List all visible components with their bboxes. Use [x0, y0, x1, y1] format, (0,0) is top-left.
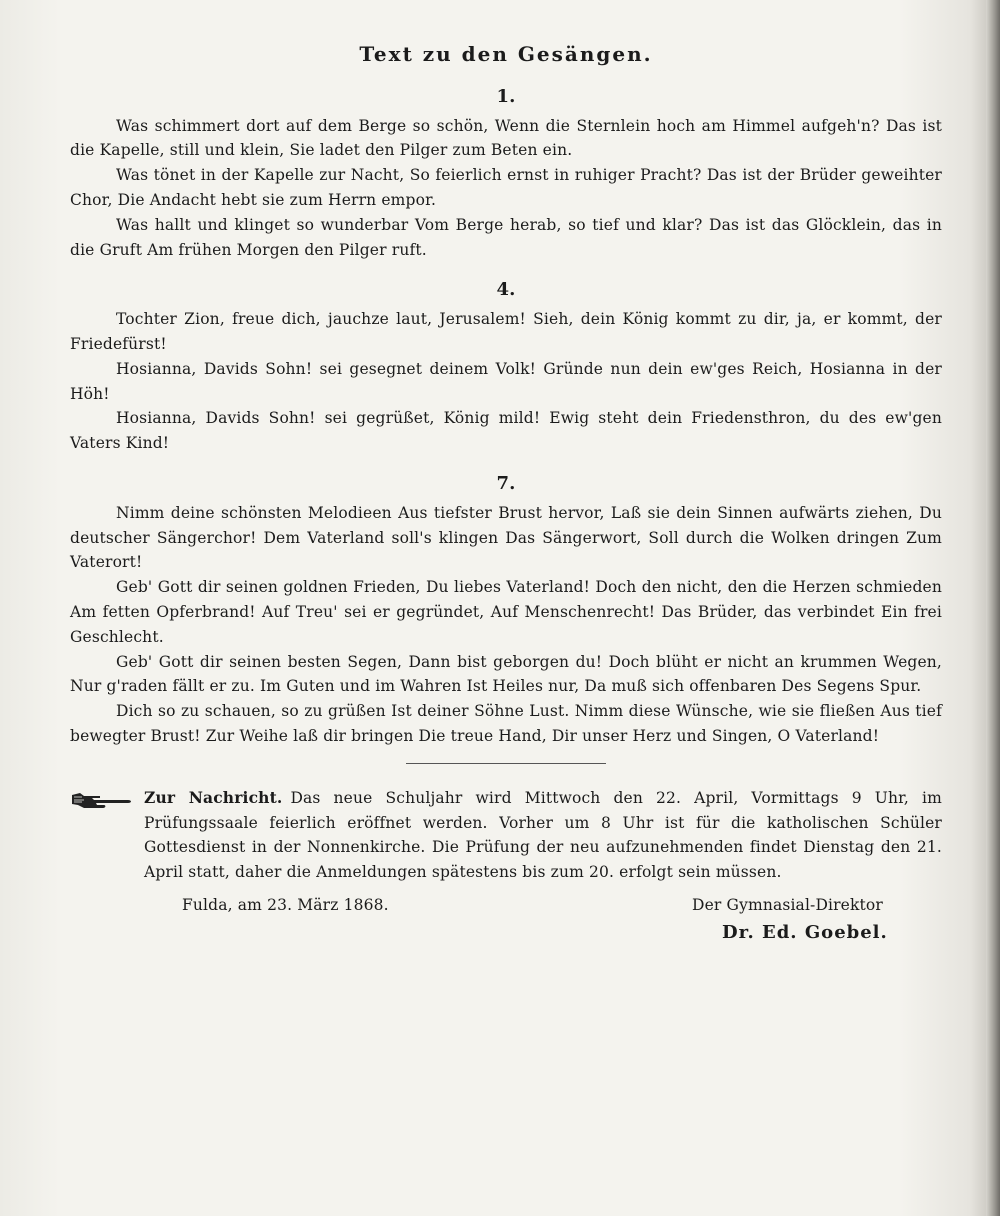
- verse: Geb' Gott dir seinen besten Segen, Dann bist geborgen du! Doch blüht er nicht an krummen Wegen, Nur g'raden fällt er zu. Im Guten und im Wahren Ist Heiles nur, Da muß sich offenbaren Des Segens Spur.: [70, 652, 942, 696]
- signature-block: [70, 893, 942, 953]
- notice-text: Das neue Schuljahr wird Mittwoch den 22. April, Vormittags 9 Uhr, im Prüfungssaale feierlich eröffnet werden. Vorher um 8 Uhr ist für die katholischen Schüler Gottesdienst in der Nonnenkirche. Die Prüfung der neu aufzunehmenden findet Dienstag den 21. April statt, daher die Anmeldungen spätestens bis zum 20. erfolgt sein müssen.: [144, 788, 942, 882]
- section-1: [70, 85, 942, 263]
- section-4: [70, 278, 942, 456]
- notice-label: Zur Nachricht.: [144, 787, 283, 807]
- place-date: Fulda, am 23. März 1868.: [182, 895, 389, 914]
- section-7: [70, 472, 942, 749]
- verse: Nimm deine schönsten Melodieen Aus tiefster Brust hervor, Laß sie dein Sinnen aufwärts ziehen, Du deutscher Sängerchor! Dem Vaterland soll's klingen Das Sängerwort, Soll durch die Wolken dringen Zum Vaterort!: [70, 503, 942, 572]
- verse: Was schimmert dort auf dem Berge so schön, Wenn die Sternlein hoch am Himmel aufgeh'n? Das ist die Kapelle, still und klein, Sie ladet den Pilger zum Beten ein.: [70, 116, 942, 160]
- signatory-title: Der Gymnasial-Direktor: [692, 895, 883, 914]
- notice-paragraph: [70, 786, 942, 885]
- divider-line: [406, 763, 606, 764]
- section-number: 4.: [496, 279, 516, 301]
- pointing-hand-icon: [70, 789, 134, 809]
- section-number: 1.: [496, 85, 516, 107]
- verse: Was tönet in der Kapelle zur Nacht, So feierlich ernst in ruhiger Pracht? Das ist der Brüder geweihter Chor, Die Andacht hebt sie zum Herrn empor.: [70, 166, 942, 209]
- section-number: 7.: [496, 472, 516, 494]
- verse: Hosianna, Davids Sohn! sei gesegnet deinem Volk! Gründe nun dein ew'ges Reich, Hosianna in der Höh!: [70, 359, 942, 403]
- page-binding-edge: [986, 0, 1000, 1216]
- page-content: [70, 42, 942, 953]
- signatory-name: Dr. Ed. Goebel.: [722, 921, 888, 943]
- page-title: Text zu den Gesängen.: [359, 42, 653, 66]
- verse: Was hallt und klinget so wunderbar Vom Berge herab, so tief und klar? Das ist das Glöcklein, das in die Gruft Am frühen Morgen den Pilger ruft.: [70, 215, 942, 259]
- verse: Dich so zu schauen, so zu grüßen Ist deiner Söhne Lust. Nimm diese Wünsche, wie sie fließen Aus tief bewegter Brust! Zur Weihe laß dir bringen Die treue Hand, Dir unser Herz und Singen, O Vaterland!: [70, 702, 942, 745]
- spacer: [70, 456, 942, 468]
- verse: Geb' Gott dir seinen goldnen Frieden, Du liebes Vaterland! Doch den nicht, den die Herzen schmieden Am fetten Opferbrand! Auf Treu' sei er gegründet, Auf Menschenrecht! Das Brüder, das verbindet Ein frei Geschlecht.: [70, 578, 942, 646]
- spacer: [70, 262, 942, 274]
- verse: Tochter Zion, freue dich, jauchze laut, Jerusalem! Sieh, dein König kommt zu dir, ja, er kommt, der Friedefürst!: [70, 310, 942, 353]
- verse: Hosianna, Davids Sohn! sei gegrüßet, König mild! Ewig steht dein Friedensthron, du des ew'gen Vaters Kind!: [70, 409, 942, 453]
